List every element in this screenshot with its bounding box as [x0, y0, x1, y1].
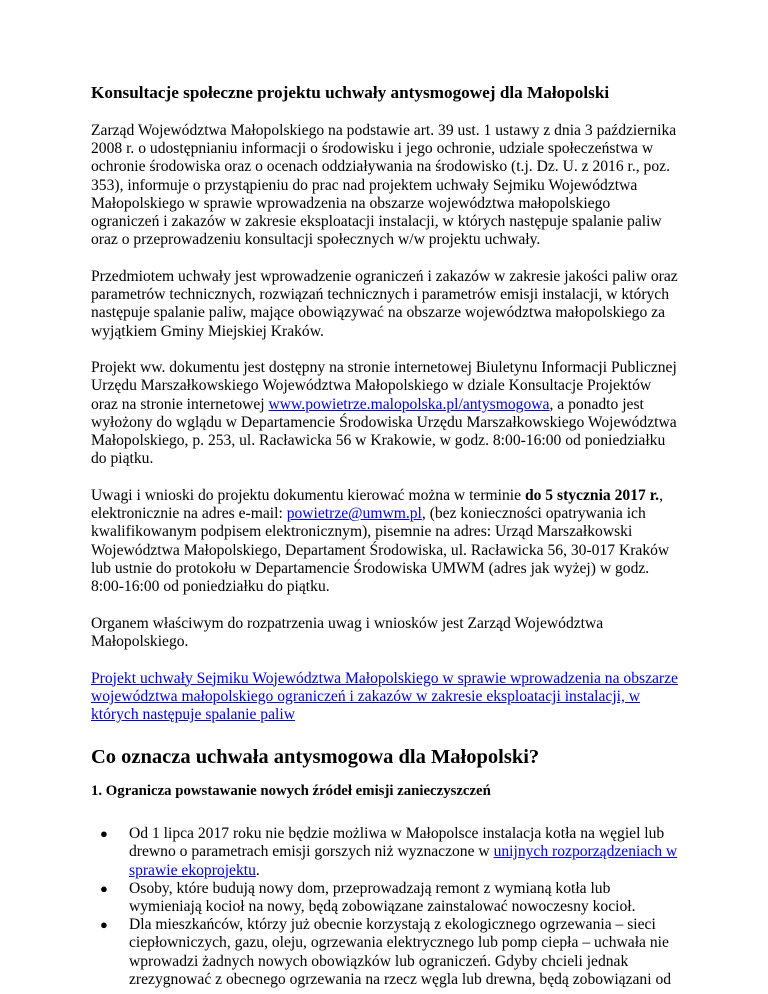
ecodesign-regulations-link[interactable]: unijnych rozporządzeniach w sprawie ekoprojektu	[129, 843, 678, 879]
comments-text-mid: , elektronicznie na adres e-mail:	[91, 486, 663, 523]
bullet-icon: ●	[100, 826, 108, 842]
comments-text-before: Uwagi i wnioski do projektu dokumentu kierować można w terminie	[91, 486, 525, 504]
deadline-date: do 5 stycznia 2017 r.	[524, 486, 660, 504]
list-item	[100, 916, 678, 989]
subsection-heading: 1. Ogranicza powstawanie nowych źródeł emisji zanieczyszczeń	[91, 783, 491, 800]
list-item	[100, 825, 678, 880]
email-link[interactable]: powietrze@umwm.pl	[286, 505, 422, 523]
bullet-text-after: .	[255, 861, 260, 879]
antysmogowa-website-link[interactable]: www.powietrze.malopolska.pl/antysmogowa	[268, 395, 550, 413]
project-link-paragraph	[91, 670, 678, 725]
bullet-text: Osoby, które budują nowy dom, przeprowadzają remont z wymianą kotła lub wymieniają kocioł na nowy, będą zobowiązane zainstalować nowoczesny kocioł.	[129, 879, 636, 915]
bullet-text: Dla mieszkańców, którzy już obecnie korzystają z ekologicznego ogrzewania – sieci ciepłowniczych, gazu, oleju, ogrzewania elektrycznego lub pomp ciepła – uchwała nie wprowadzi żadnych nowych obowiązków lub ograniczeń. Gdyby chcieli jednak zrezygnować z obecnego ogrzewania na rzecz węgla lub drewna, będą zobowiązani od	[129, 916, 672, 988]
bullet-list	[91, 825, 678, 989]
availability-paragraph	[91, 359, 678, 468]
authority-paragraph: Organem właściwym do rozpatrzenia uwag i wniosków jest Zarząd Województwa Małopolskiego.	[91, 614, 604, 650]
project-document-link[interactable]: Projekt uchwały Sejmiku Województwa Małopolskiego w sprawie wprowadzenia na obszarze województwa małopolskiego ograniczeń i zakazów w zakresie eksploatacji instalacji, w których następuje spalanie paliw	[91, 669, 678, 723]
availability-text-before: Projekt ww. dokumentu jest dostępny na stronie internetowej Biuletynu Informacji Publicznej Urzędu Marszałkowskiego Województwa Małopolskiego w dziale Konsultacje Projektów oraz na stronie internetowej	[91, 359, 677, 413]
bullet-icon: ●	[100, 880, 108, 896]
bullet-text-before: Od 1 lipca 2017 roku nie będzie możliwa w Małopolsce instalacja kotła na węgiel lub drewno o parametrach emisji gorszych niż wyznaczone w	[129, 825, 665, 861]
bullet-icon: ●	[100, 917, 108, 933]
availability-text-after: , a ponadto jest wyłożony do wglądu w Departamencie Środowiska Urzędu Marszałkowskiego Województwa Małopolskiego, p. 253, ul. Racławicka 56 w Krakowie, w godz. 8:00-16:00 od poniedziałku do piątku.	[91, 395, 677, 468]
list-item	[100, 879, 678, 916]
document-title: Konsultacje społeczne projektu uchwały antysmogowej dla Małopolski	[91, 83, 610, 102]
comments-paragraph	[91, 487, 678, 596]
comments-text-after: , (bez konieczności opatrywania ich kwalifikowanym podpisem elektronicznym), pisemnie na adres: Urząd Marszałkowski Województwa Małopolskiego, Departament Środowiska, ul. Racławicka 56, 30-017 Kraków lub ustnie do protokołu w Departamencie Środowiska UMWM (adres jak wyżej) w godz. 8:00-16:00 od poniedziałku do piątku.	[91, 505, 670, 595]
section-heading: Co oznacza uchwała antysmogowa dla Małopolski?	[91, 746, 540, 769]
subject-paragraph: Przedmiotem uchwały jest wprowadzenie ograniczeń i zakazów w zakresie jakości paliw oraz parametrów technicznych, rozwiązań technicznych i parametrów emisji instalacji, w których następuje spalanie paliw, mające obowiązywać na obszarze województwa małopolskiego za wyjątkiem Gminy Miejskiej Kraków.	[91, 267, 678, 340]
intro-paragraph: Zarząd Województwa Małopolskiego na podstawie art. 39 ust. 1 ustawy z dnia 3 października 2008 r. o udostępnianiu informacji o środowisku i jego ochronie, udziale społeczeństwa w ochronie środowiska oraz o ocenach oddziaływania na środowisko (t.j. Dz. U. z 2016 r., poz. 353), informuje o przystąpieniu do prac nad projektem uchwały Sejmiku Województwa Małopolskiego w sprawie wprowadzenia na obszarze województwa małopolskiego ograniczeń i zakazów w zakresie eksploatacji instalacji, w których następuje spalanie paliw oraz o przeprowadzeniu konsultacji społecznych w/w projektu uchwały.	[91, 122, 677, 249]
